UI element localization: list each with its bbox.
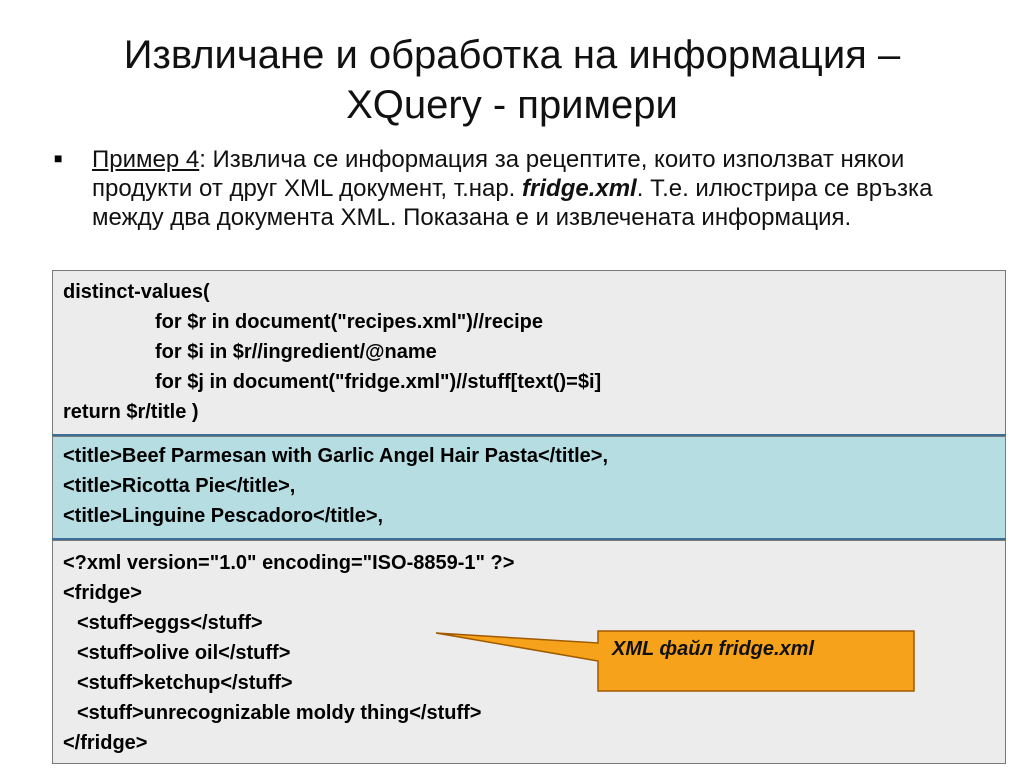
xml-line: <stuff>unrecognizable moldy thing</stuff> — [77, 702, 482, 724]
xml-line: <?xml version="1.0" encoding="ISO-8859-1" ?> — [63, 552, 515, 574]
xml-line: <stuff>ketchup</stuff> — [77, 672, 293, 694]
bullet-text-part1: : Извлича се информация за рецептите, които използват някои продукти от друг XML документ, т.нар. — [92, 146, 905, 202]
result-line: <title>Ricotta Pie</title>, — [63, 475, 296, 497]
xml-line: <fridge> — [63, 582, 142, 604]
callout-label: XML файл fridge.xml — [612, 638, 815, 660]
slide-title-line1: Извличане и обработка на информация – — [123, 33, 901, 77]
xml-line: <stuff>eggs</stuff> — [77, 612, 263, 634]
query-line: for $j in document("fridge.xml")//stuff[text()=$i] — [155, 371, 602, 393]
query-line: for $r in document("recipes.xml")//recipe — [155, 311, 543, 333]
example-label: Пример 4 — [92, 146, 200, 173]
bullet-square-icon: ■ — [54, 150, 63, 166]
query-line: for $i in $r//ingredient/@name — [155, 341, 437, 363]
xml-line: </fridge> — [63, 732, 148, 754]
fridge-filename: fridge.xml — [522, 175, 637, 202]
result-line: <title>Linguine Pescadoro</title>, — [63, 505, 384, 527]
query-line: distinct-values( — [63, 281, 210, 303]
slide-title-line2: XQuery - примери — [346, 83, 678, 127]
result-line: <title>Beef Parmesan with Garlic Angel Hair Pasta</title>, — [63, 445, 609, 467]
xml-line: <stuff>olive oil</stuff> — [77, 642, 291, 664]
bullet-text-part2: . Т.е. илюстрира се връзка между два документа XML. Показана е и извлечената информация. — [92, 175, 933, 231]
query-line: return $r/title ) — [63, 401, 199, 423]
